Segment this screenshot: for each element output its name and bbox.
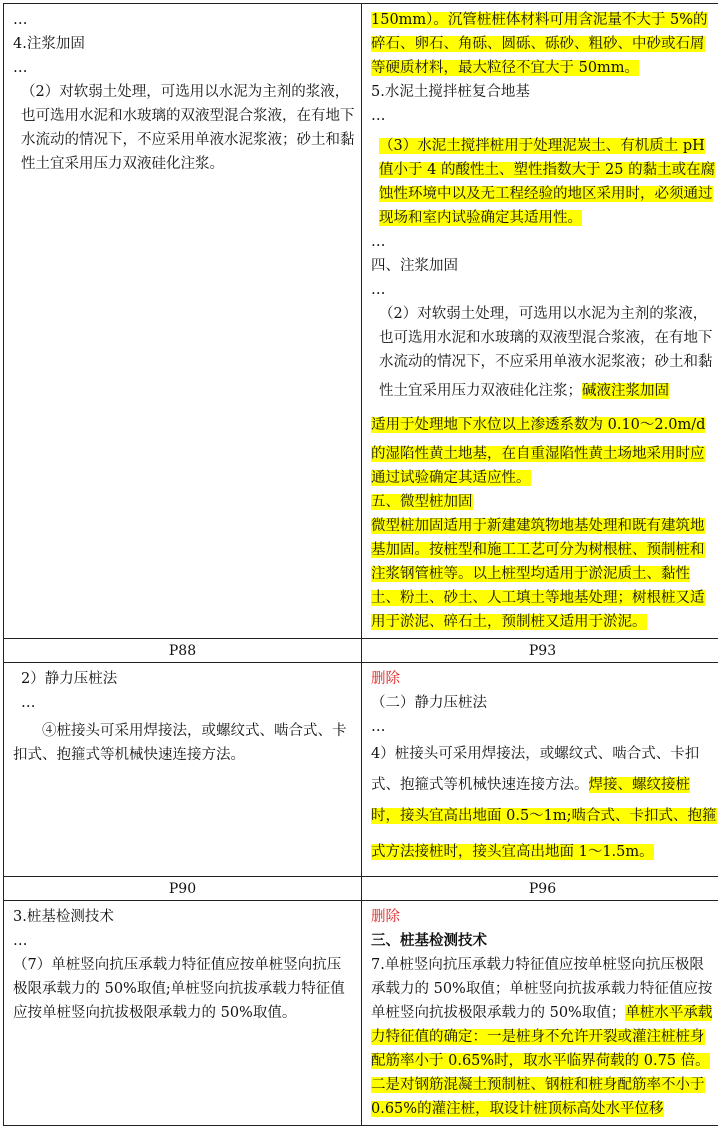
page-ref-left: P90: [4, 877, 362, 901]
paragraph-text: 4）桩接头可采用焊接法，或螺纹式、啮合式、卡扣式、抱箍式等机械快速连接方法。: [371, 746, 699, 793]
highlighted-text: 式方法接桩时，接头宜高出地面 1～1.5m。: [371, 844, 654, 860]
page-header-row: [4, 639, 718, 663]
paragraph-text: （7）单桩竖向抗压承载力特征值应按单桩竖向抗压极限承载力的 50%取值;单桩竖向抗拔承载力特征值应按单桩竖向抗拔极限承载力的 50%取值。: [13, 953, 355, 1025]
ellipsis: …: [371, 104, 717, 128]
page-ref-right: P93: [362, 639, 718, 663]
highlighted-text: （3）水泥土搅拌桩用于处理泥炭土、有机质土 pH 值小于 4 的酸性土、塑性指数大于 25 的黏土或在腐蚀性环境中以及无工程经验的地区采用时，必须通过现场和室内试验确定其适用性。: [379, 138, 715, 226]
left-cell-pile-testing: [4, 901, 362, 1126]
section-heading: 四、注浆加固: [371, 254, 717, 278]
right-cell-grouting: [362, 4, 718, 639]
highlighted-text: 适用于处理地下水位以上渗透系数为 0.10～2.0m/d: [371, 417, 705, 433]
right-cell-static-pile: [362, 663, 718, 877]
section-heading: 五、微型桩加固: [371, 494, 473, 510]
highlighted-text: 时，接头宜高出地面 0.5～1m;啮合式、卡扣式、抱箍: [371, 808, 717, 824]
section-heading: 2）静力压桩法: [13, 667, 355, 691]
highlighted-text: 的湿陷性黄土地基，在自重湿陷性黄土场地采用时应通过试验确定其适应性。: [371, 446, 705, 486]
delete-marker: 删除: [371, 905, 717, 929]
ellipsis: …: [371, 230, 717, 254]
ellipsis: …: [13, 8, 355, 32]
left-cell-grouting: [4, 4, 362, 639]
page-ref-left: P88: [4, 639, 362, 663]
section-heading: 3.桩基检测技术: [13, 905, 355, 929]
left-cell-static-pile: [4, 663, 362, 877]
delete-marker: 删除: [371, 667, 717, 691]
right-cell-pile-testing: [362, 901, 718, 1126]
table-row: [4, 4, 718, 639]
page-header-row: [4, 877, 718, 901]
table-row: [4, 901, 718, 1126]
highlighted-text: 微型桩加固适用于新建建筑物地基处理和既有建筑地基加固。按桩型和施工工艺可分为树根桩、预制桩和注浆钢管桩等。以上桩型均适用于淤泥质土、黏性土、粉土、砂土、人工填土等地基处理；树根桩又适用于淤泥、碎石土，预制桩又适用于淤泥。: [371, 518, 705, 630]
section-heading: （二）静力压桩法: [371, 691, 717, 715]
section-heading: 三、桩基检测技术: [371, 929, 717, 953]
paragraph-text: 7.单桩竖向抗压承载力特征值应按单桩竖向抗压极限承载力的 50%取值；单桩竖向抗拔承载力特征值应按单桩竖向抗拔极限承载力的 50%取值；: [371, 957, 712, 1021]
paragraph-text: （2）对软弱土处理，可选用以水泥为主剂的浆液，也可选用水泥和水玻璃的双液型混合浆液，在有地下水流动的情况下，不应采用单液水泥浆液；砂土和黏性土宜采用压力双液硅化注浆。: [13, 80, 355, 176]
highlighted-text: 150mm）。沉管桩桩体材料可用含泥量不大于 5%的碎石、卵石、角砾、圆砾、砾砂、粗砂、中砂或石屑等硬质材料，最大粒径不宜大于 50mm。: [371, 12, 708, 76]
paragraph-text: ④桩接头可采用焊接法，或螺纹式、啮合式、卡扣式、抱箍式等机械快速连接方法。: [13, 719, 355, 767]
ellipsis: …: [371, 715, 717, 739]
highlighted-text: 单桩水平承载力特征值的确定：一是桩身不允许开裂或灌注桩桩身配筋率小于 0.65%时，取水平临界荷载的 0.75 倍。二是对钢筋混凝土预制桩、钢桩和桩身配筋率不小于 0.65%的灌注桩，取设计桩顶标高处水平位移: [371, 1005, 712, 1117]
highlighted-text: 碱液注浆加固: [582, 383, 669, 399]
section-heading: 5.水泥土搅拌桩复合地基: [371, 80, 717, 104]
highlighted-text: 焊接、螺纹接桩: [589, 777, 691, 793]
ellipsis: …: [13, 929, 355, 953]
ellipsis: …: [13, 56, 355, 80]
comparison-table: [3, 3, 718, 1126]
paragraph-text: （2）对软弱土处理，可选用以水泥为主剂的浆液，也可选用水泥和水玻璃的双液型混合浆液，在有地下水流动的情况下，不应采用单液水泥浆液；砂土和黏性土宜采用压力双液硅化注浆；: [379, 306, 713, 399]
page-ref-right: P96: [362, 877, 718, 901]
ellipsis: …: [13, 691, 355, 715]
section-heading: 4.注浆加固: [13, 32, 355, 56]
ellipsis: …: [371, 278, 717, 302]
table-row: [4, 663, 718, 877]
